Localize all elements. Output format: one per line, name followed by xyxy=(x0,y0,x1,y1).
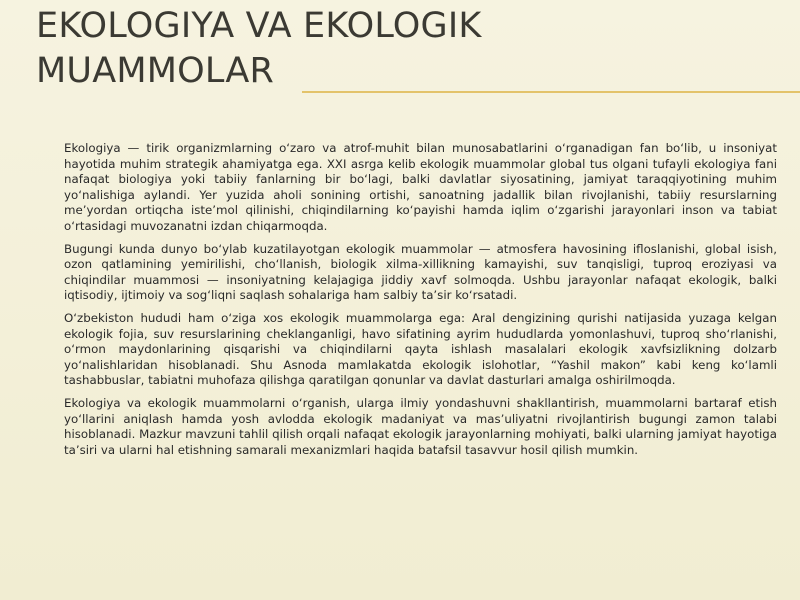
paragraph-4: Ekologiya va ekologik muammolarni o‘rganish, ularga ilmiy yondashuvni shakllantirish, muammolarni bartaraf etish yo‘llarini aniqlash hamda yosh avlodda ekologik madaniyat va mas’uliyatni rivojlantirish bugungi zamon talabi hisoblanadi. Mazkur mavzuni tahlil qilish orqali nafaqat ekologik jarayonlarning mohiyati, balki ularning jamiyat hayotiga ta’siri va ularni hal etishning samarali mexanizmlari haqida batafsil tasavvur hosil qilish mumkin. xyxy=(64,395,777,457)
paragraph-2: Bugungi kunda dunyo bo‘ylab kuzatilayotgan ekologik muammolar — atmosfera havosining ifloslanishi, global isish, ozon qatlamining yemirilishi, cho‘llanish, biologik xilma-xillikning kamayishi, suv tanqisligi, tuproq eroziyasi va chiqindilar muammosi — insoniyatning kelajagiga jiddiy xavf solmoqda. Ushbu jarayonlar nafaqat ekologik, balki iqtisodiy, ijtimoiy va sog‘liqni saqlash sohalariga ham salbiy ta’sir ko‘rsatadi. xyxy=(64,241,777,303)
paragraph-3: O‘zbekiston hududi ham o‘ziga xos ekologik muammolarga ega: Aral dengizining qurishi natijasida yuzaga kelgan ekologik fojia, suv resurslarining cheklanganligi, havo sifatining ayrim hududlarda yomonlashuvi, tuproq sho‘rlanishi, o‘rmon maydonlarining qisqarishi va chiqindilarni qayta ishlash masalalari ekologik xavfsizlikning dolzarb yo‘nalishlaridan hisoblanadi. Shu Asnoda mamlakatda ekologik islohotlar, “Yashil makon” kabi keng ko‘lamli tashabbuslar, tabiatni muhofaza qilishga qaratilgan qonunlar va davlat dasturlari amalga oshirilmoqda. xyxy=(64,310,777,388)
paragraph-1: Ekologiya — tirik organizmlarning o‘zaro va atrof-muhit bilan munosabatlarini o‘rganadigan fan bo‘lib, u insoniyat hayotida muhim strategik ahamiyatga ega. XXI asrga kelib ekologik muammolar global tus olgani tufayli ekologiya fani nafaqat biologiya yoki tabiiy fanlarning bir bo‘lagi, balki davlatlar siyosatining, jamiyat taraqqiyotining muhim yo‘nalishiga aylandi. Yer yuzida aholi sonining ortishi, sanoatning jadallik bilan rivojlanishi, tabiiy resurslarning me’yordan ortiqcha iste’mol qilinishi, chiqindilarning ko‘payishi hamda iqlim o‘zgarishi jarayonlari inson va tabiat o‘rtasidagi muvozanatni izdan chiqarmoqda. xyxy=(64,141,777,233)
slide-title: EKOLOGIYA VA EKOLOGIK MUAMMOLAR xyxy=(36,6,482,91)
slide-body xyxy=(64,141,777,465)
title-underline xyxy=(302,91,800,93)
